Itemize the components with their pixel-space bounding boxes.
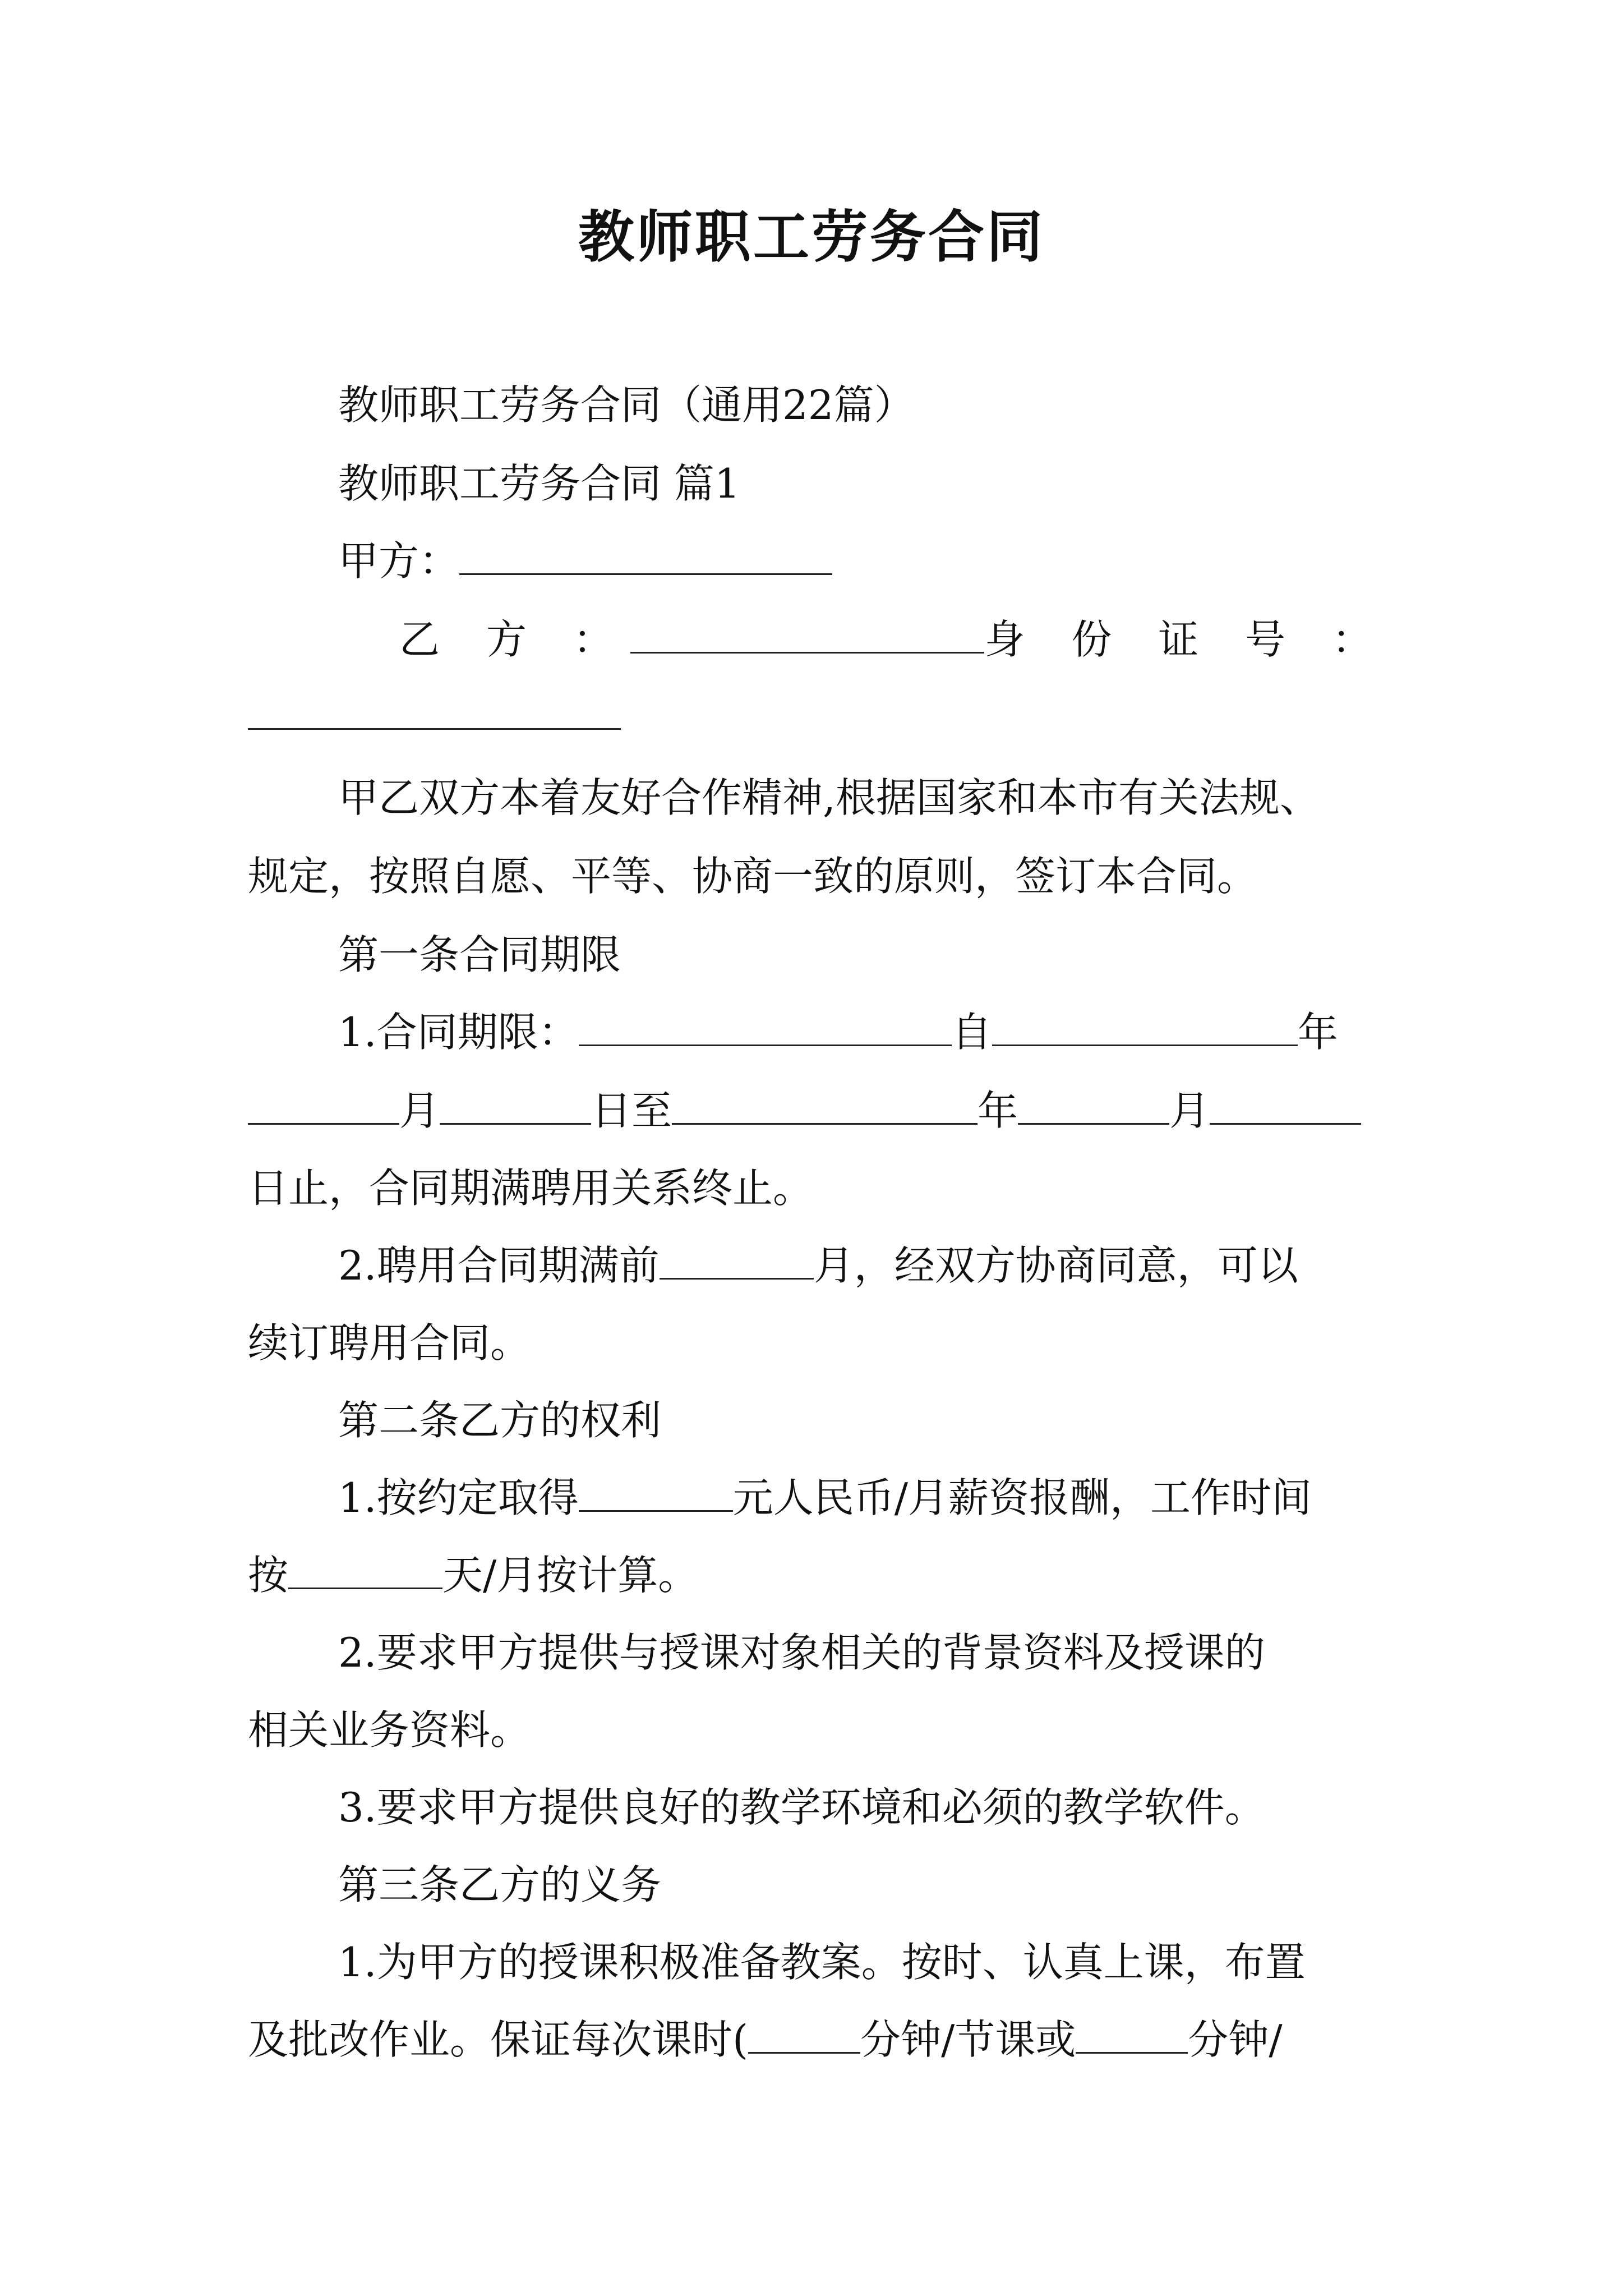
article-3-title: 第三条乙方的义务 [338, 1861, 662, 1908]
article-2-title: 第二条乙方的权利 [338, 1397, 662, 1444]
article-1-item-2-line-2: 续订聘用合同。 [248, 1319, 531, 1366]
renewal-months-blank[interactable] [660, 1239, 814, 1280]
party-a-label: 甲方： [338, 537, 460, 585]
salary-amount-blank[interactable] [579, 1471, 733, 1512]
document-title: 教师职工劳务合同 [578, 204, 1045, 270]
article-1-item-2-line-1 [338, 1237, 1298, 1294]
article-1-title: 第一条合同期限 [338, 931, 621, 978]
article-1-item-1-line-2 [248, 1083, 1361, 1139]
renewal-prefix: 2.聘用合同期满前 [338, 1242, 660, 1289]
lesson-duration-mid: 分钟/节课或 [860, 2016, 1076, 2063]
article-2-item-2-line-2: 相关业务资料。 [248, 1706, 531, 1754]
year-label: 年 [1297, 1009, 1338, 1056]
contract-term-label: 1.合同期限： [338, 1009, 579, 1056]
article-2-item-1-line-2 [248, 1547, 698, 1603]
id-number-line [248, 688, 621, 744]
to-year-blank[interactable] [672, 1084, 978, 1125]
to-day-blank[interactable] [1210, 1084, 1361, 1125]
from-day-blank[interactable] [440, 1084, 591, 1125]
article-2-item-3: 3.要求甲方提供良好的教学环境和必须的教学软件。 [338, 1784, 1265, 1831]
section-title: 教师职工劳务合同 篇1 [338, 460, 740, 507]
month-label: 月 [399, 1087, 440, 1134]
salary-prefix: 1.按约定取得 [338, 1474, 579, 1521]
article-2-item-2-line-1: 2.要求甲方提供与授课对象相关的背景资料及授课的 [338, 1629, 1265, 1676]
intro-line-1: 甲乙双方本着友好合作精神,根据国家和本市有关法规、 [338, 774, 1320, 821]
lesson-minutes-blank-1[interactable] [748, 2013, 860, 2054]
lesson-duration-prefix: 及批改作业。保证每次课时( [248, 2016, 749, 2063]
article-3-item-1-line-1: 1.为甲方的授课积极准备教案。按时、认真上课，布置 [338, 1939, 1306, 1986]
from-month-blank[interactable] [248, 1084, 399, 1125]
article-1-item-1-line-3: 日止，合同期满聘用关系终止。 [248, 1165, 814, 1212]
salary-suffix: 元人民币/月薪资报酬，工作时间 [732, 1474, 1312, 1521]
party-b-blank[interactable] [630, 613, 985, 654]
workdays-suffix: 天/月按计算。 [442, 1552, 699, 1599]
article-3-item-1-line-2 [248, 2012, 1283, 2068]
party-b-line [399, 611, 1389, 668]
from-label: 自 [951, 1009, 992, 1056]
party-a-line [338, 533, 832, 589]
intro-line-2: 规定，按照自愿、平等、协商一致的原则，签订本合同。 [248, 853, 1258, 900]
contract-term-blank[interactable] [579, 1005, 952, 1046]
id-number-blank[interactable] [248, 689, 621, 730]
id-label: 身 份 证 号 ： [984, 616, 1389, 663]
day-to-label: 日至 [591, 1087, 672, 1134]
year-label-2: 年 [978, 1087, 1018, 1134]
workdays-blank[interactable] [288, 1548, 442, 1589]
party-b-label: 乙 方 ： [399, 616, 630, 663]
renewal-suffix: 月，经双方协商同意，可以 [813, 1242, 1298, 1289]
workdays-prefix: 按 [248, 1552, 289, 1599]
document-subtitle: 教师职工劳务合同（通用22篇） [338, 381, 915, 429]
lesson-minutes-blank-2[interactable] [1076, 2013, 1188, 2054]
lesson-duration-suffix: 分钟/ [1188, 2016, 1283, 2063]
article-2-item-1-line-1 [338, 1470, 1312, 1526]
to-month-blank[interactable] [1018, 1084, 1169, 1125]
month-label-2: 月 [1169, 1087, 1210, 1134]
from-year-blank[interactable] [992, 1005, 1298, 1046]
party-a-blank[interactable] [459, 534, 832, 575]
article-1-item-1-line-1 [338, 1004, 1338, 1060]
